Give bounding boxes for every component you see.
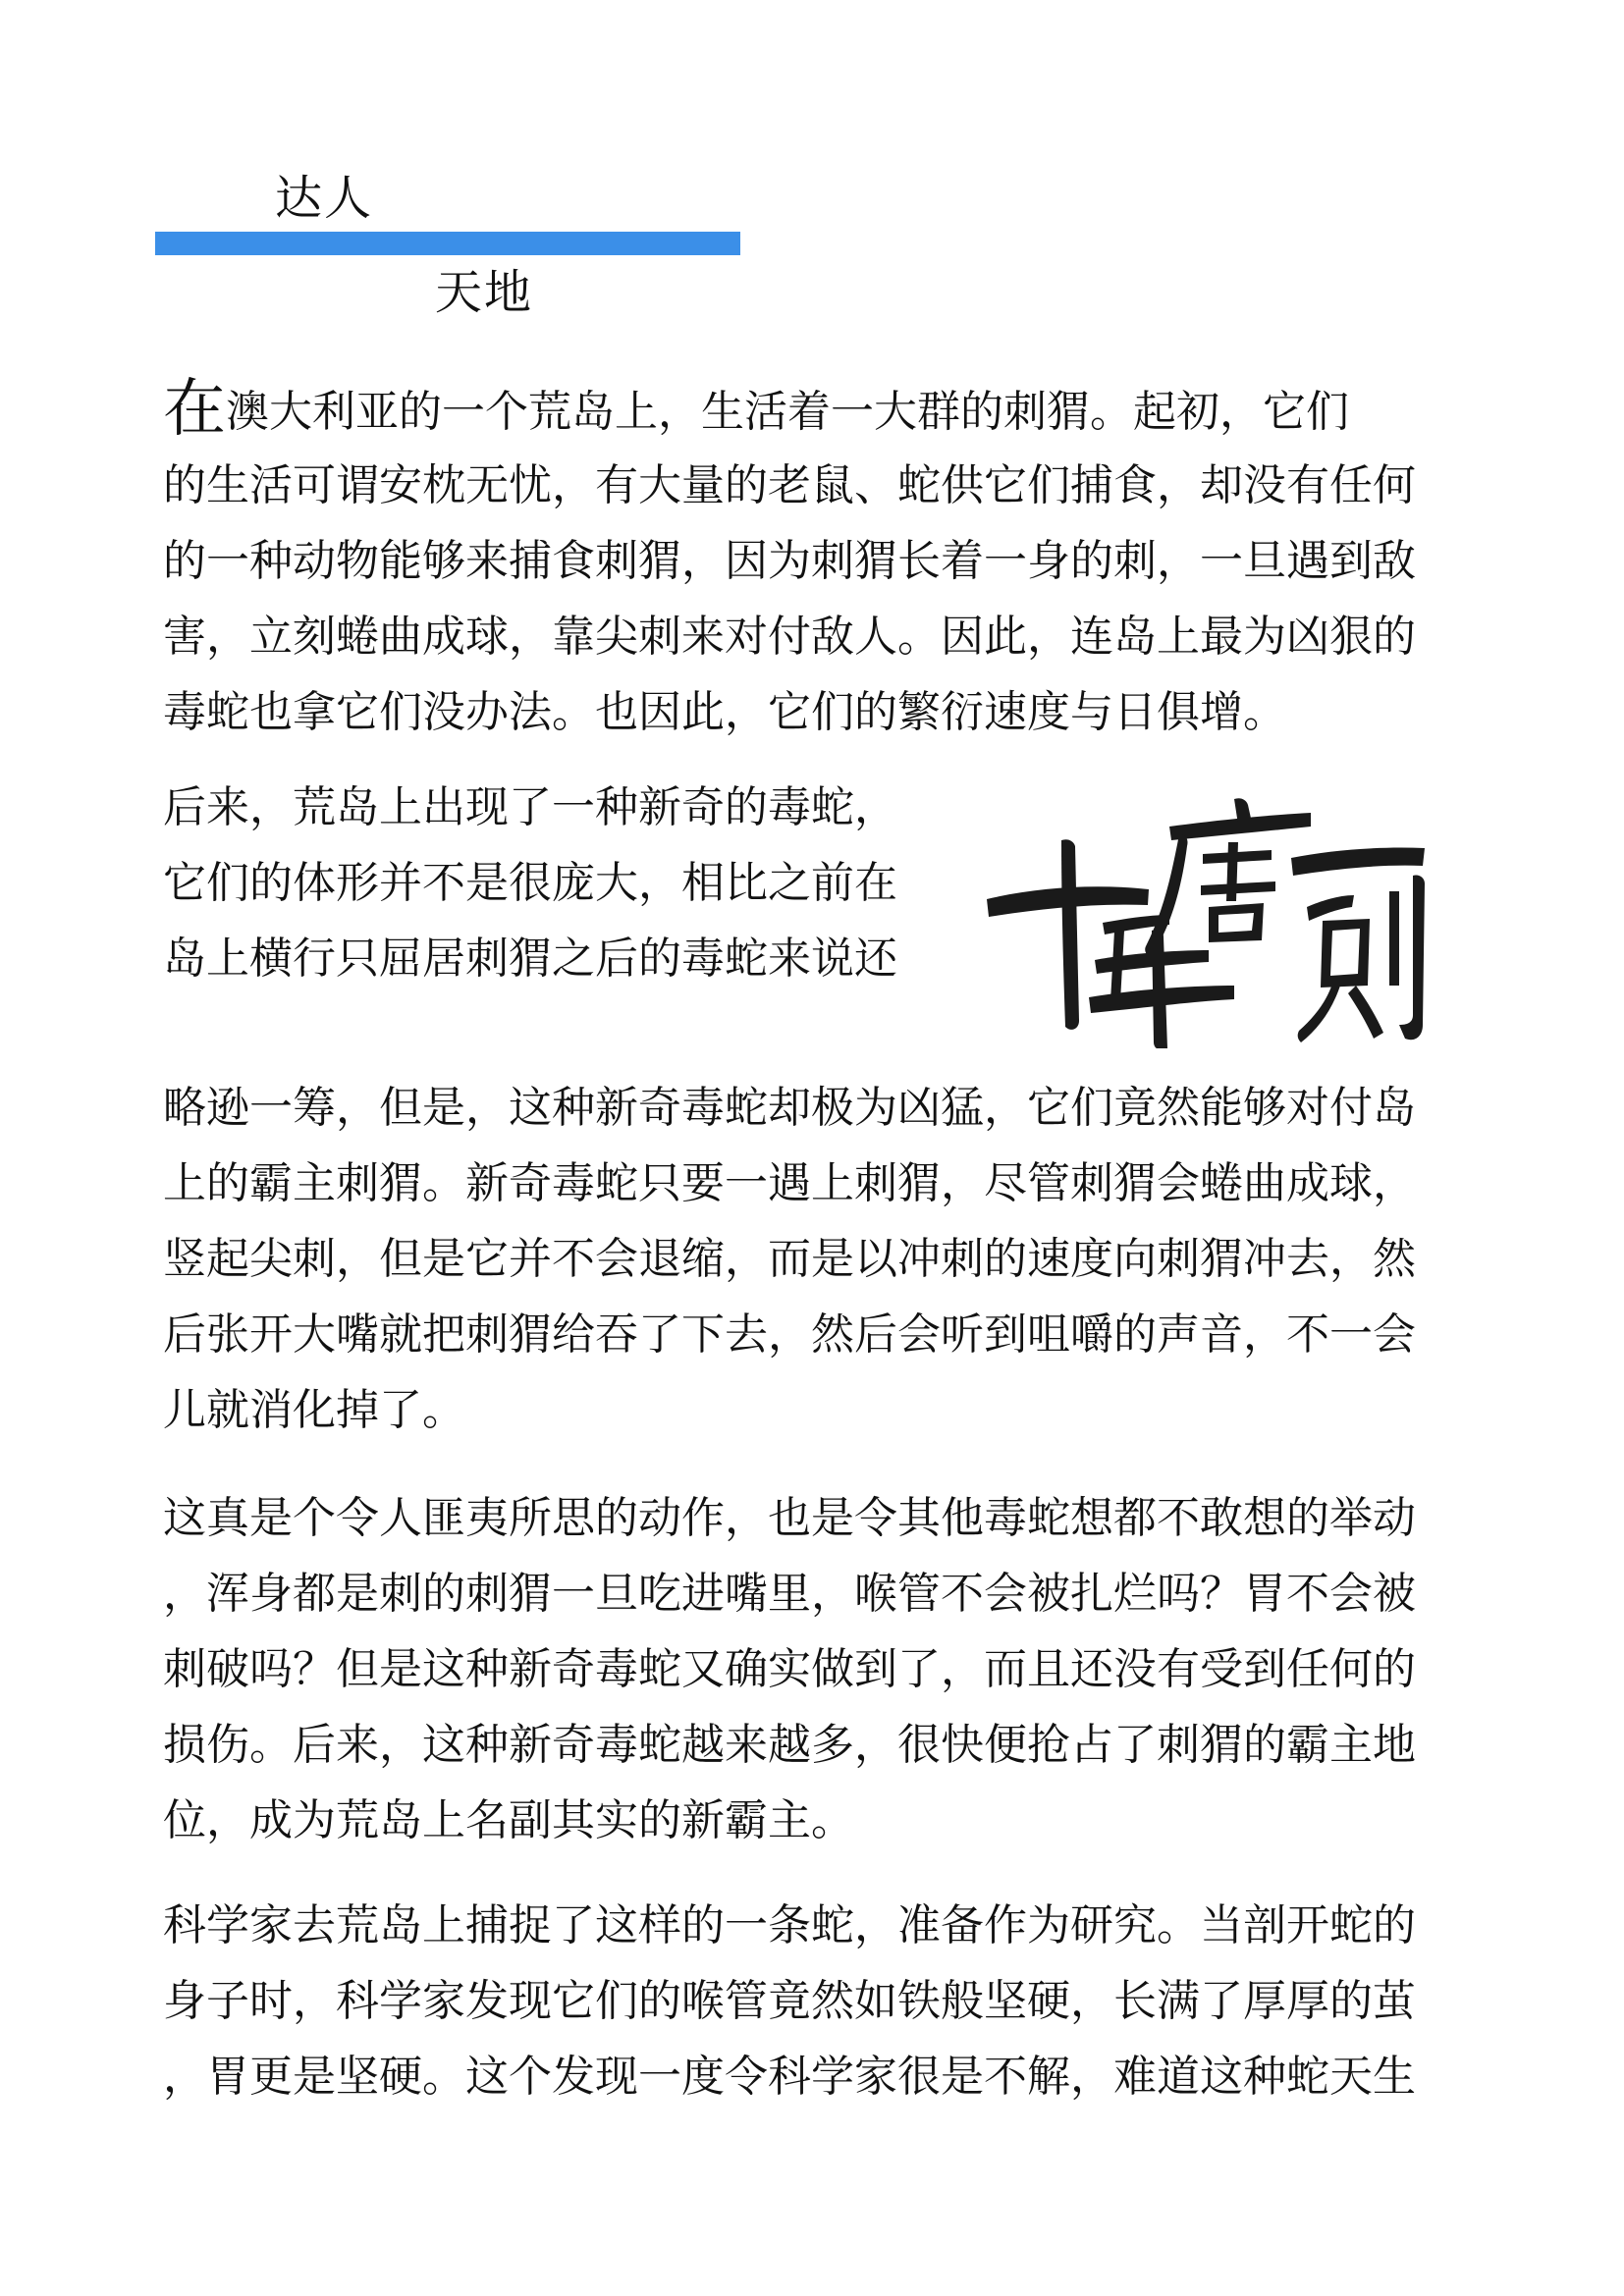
paragraph-line: 上的霸主刺猬。新奇毒蛇只要一遇上刺猬，尽管刺猬会蜷曲成球，	[163, 1158, 1416, 1208]
paragraph-4	[163, 1480, 1461, 1858]
paragraph-line: 损伤。后来，这种新奇毒蛇越来越多，很快便抢占了刺猬的霸主地	[163, 1720, 1416, 1770]
paragraph-line: 科学家去荒岛上捕捉了这样的一条蛇，准备作为研究。当剖开蛇的	[163, 1900, 1416, 1950]
paragraph-line: 后来，荒岛上出现了一种新奇的毒蛇，	[163, 782, 897, 832]
paragraph-line: 在澳大利亚的一个荒岛上，生活着一大群的刺猬。起初，它们	[163, 373, 1349, 446]
section-title-accent-bar	[155, 232, 740, 255]
paragraph-line: 的一种动物能够来捕食刺猬，因为刺猬长着一身的刺，一旦遇到敌	[163, 536, 1416, 586]
paragraph-line: 的生活可谓安枕无忧，有大量的老鼠、蛇供它们捕食，却没有任何	[163, 460, 1416, 510]
calligraphy-image	[977, 793, 1429, 1048]
paragraph-line: 害，立刻蜷曲成球，靠尖刺来对付敌人。因此，连岛上最为凶狠的	[163, 612, 1416, 662]
paragraph-line: 略逊一筹，但是，这种新奇毒蛇却极为凶猛，它们竟然能够对付岛	[163, 1083, 1416, 1133]
paragraph-line: 岛上横行只屈居刺猬之后的毒蛇来说还	[163, 934, 897, 984]
dropcap: 在	[163, 373, 226, 446]
paragraph-line: 身子时，科学家发现它们的喉管竟然如铁般坚硬，长满了厚厚的茧	[163, 1976, 1416, 2026]
paragraph-5	[163, 1888, 1461, 2114]
paragraph-line: 竖起尖刺，但是它并不会退缩，而是以冲刺的速度向刺猬冲去，然	[163, 1234, 1416, 1284]
paragraph-line: ，胃更是坚硬。这个发现一度令科学家很是不解，难道这种蛇天生	[163, 2052, 1416, 2102]
paragraph-line: 位，成为荒岛上名副其实的新霸主。	[163, 1795, 854, 1845]
paragraph-line: 后张开大嘴就把刺猬给吞了下去，然后会听到咀嚼的声音，不一会	[163, 1309, 1416, 1360]
section-title-line1: 达人	[275, 171, 374, 226]
paragraph-line: 它们的体形并不是很庞大，相比之前在	[163, 858, 897, 908]
paragraph-3	[163, 1070, 1461, 1448]
paragraph-1	[163, 372, 1461, 750]
paragraph-line: 这真是个令人匪夷所思的动作，也是令其他毒蛇想都不敢想的举动	[163, 1493, 1416, 1543]
paragraph-line: 儿就消化掉了。	[163, 1385, 465, 1435]
paragraph-line: 刺破吗？但是这种新奇毒蛇又确实做到了，而且还没有受到任何的	[163, 1644, 1416, 1694]
section-title-line2: 天地	[435, 265, 534, 320]
paragraph-line: 毒蛇也拿它们没办法。也因此，它们的繁衍速度与日俱增。	[163, 687, 1286, 737]
paragraph-line: ，浑身都是刺的刺猬一旦吃进嘴里，喉管不会被扎烂吗？胃不会被	[163, 1569, 1416, 1619]
paragraph-2	[163, 770, 929, 996]
